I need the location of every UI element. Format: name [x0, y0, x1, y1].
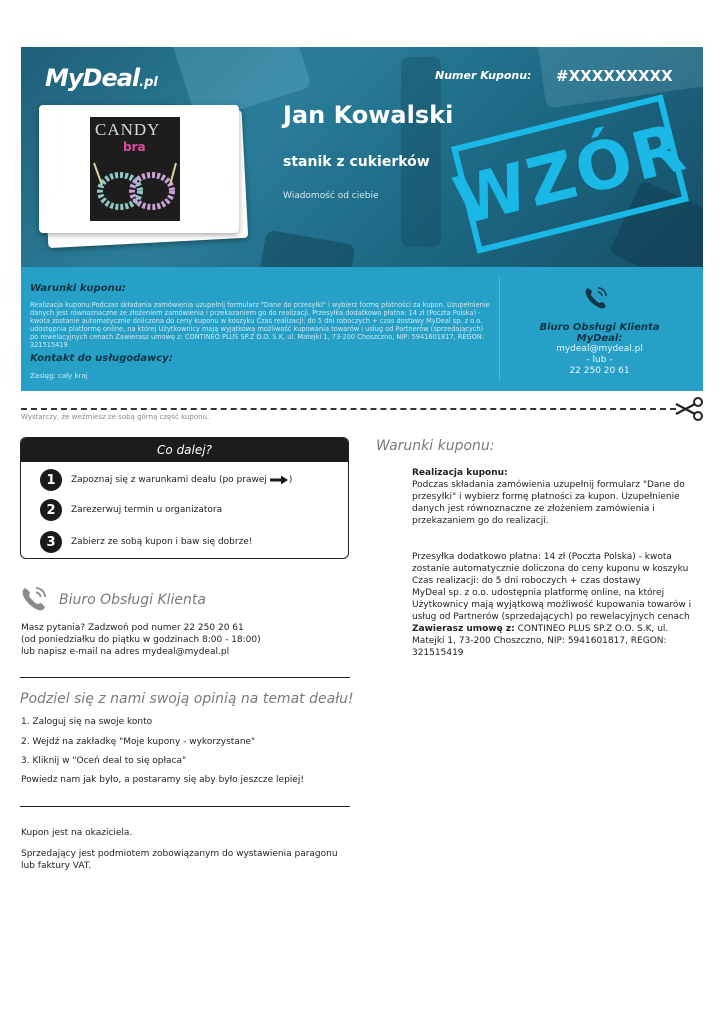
vat-note: Sprzedający jest podmiotem zobowiązanym do wystawienia paragonu lub faktury VAT. [21, 849, 338, 871]
step-text: Zabierz ze sobą kupon i baw się dobrze! [71, 537, 253, 547]
step-text: Zarezerwuj termin u organizatora [71, 505, 223, 515]
share-heading: Podziel się z nami swoją opinią na temat deału! [20, 691, 354, 707]
customer-service-line: Masz pytania? Zadzwoń pod numer 22 250 20 61 [21, 623, 244, 633]
platform-text: MyDeal sp. z o.o. udostępnia platformę online, na której Użytkownicy mają wyjątkową możliwość kupowania towarów i usług od Partnerów (sprzedających) po rewelacyjnych cenach [412, 588, 692, 622]
product-image-text: CANDY [95, 120, 161, 139]
customer-service-text [21, 622, 261, 658]
next-steps-box [20, 437, 349, 559]
share-step: 3. Kliknij w "Oceń deal to się opłaca" [21, 756, 187, 766]
terms-heading-right: Warunki kuponu: [376, 438, 495, 454]
customer-service-line: (od poniedziałku do piątku w godzinach 8:00 - 18:00) [21, 635, 261, 645]
terms-heading: Warunki kuponu: [30, 283, 126, 294]
share-step: 1. Zaloguj się na swoje konto [21, 717, 153, 727]
contract-text: CONTINEO PLUS SP.Z O.O. S.K, ul. Matejki 1, 73-200 Choszczno, NIP: 5941601817, REGON: 321515419 [412, 624, 669, 658]
gift-decoration [256, 230, 355, 267]
contract-line [412, 623, 702, 659]
step-label: Zapoznaj się z warunkami deału (po prawej [71, 475, 267, 485]
share-closing: Powiedz nam jak było, a postaramy się aby było jeszcze lepiej! [21, 775, 304, 785]
step-number: 2 [40, 499, 62, 521]
phone-icon [20, 585, 48, 613]
product-image-text: bra [123, 140, 146, 154]
realization-label: Realizacja kuponu: [412, 468, 508, 478]
service-area: Zasięg: cały kraj [30, 372, 88, 380]
office-or: - lub - [586, 355, 613, 365]
coupon-number-label: Numer Kuponu: [435, 69, 532, 82]
next-step [40, 469, 292, 491]
office-title: Biuro Obsługi Klienta MyDeal: [539, 322, 660, 344]
time-text: Czas realizacji: do 5 dni roboczych + czas dostawy [412, 576, 641, 586]
cut-line [21, 408, 676, 410]
office-email[interactable]: mydeal@mydeal.pl [556, 344, 643, 354]
terms-body-right [412, 467, 702, 659]
gift-decoration [401, 57, 441, 247]
next-step [40, 499, 222, 521]
arrow-right-icon [269, 475, 289, 485]
next-step [40, 531, 252, 553]
logo-main: MyDeal [45, 64, 140, 92]
office-phone[interactable]: 22 250 20 61 [569, 366, 630, 376]
next-steps-heading: Co dalej? [21, 438, 348, 462]
phone-icon [583, 285, 609, 311]
terms-band [21, 267, 703, 391]
contact-heading: Kontakt do usługodawcy: [30, 353, 173, 364]
bra-illustration [90, 117, 180, 221]
recipient-name: Jan Kowalski [283, 101, 454, 129]
band-divider [499, 277, 500, 381]
coupon-number: #XXXXXXXXX [556, 67, 673, 85]
bearer-note: Kupon jest na okaziciela. [21, 828, 133, 838]
section-divider [20, 677, 350, 678]
step-number: 3 [40, 531, 62, 553]
product-image [90, 117, 180, 221]
mydeal-logo [45, 64, 158, 92]
logo-tld: .pl [139, 75, 158, 90]
step-text [71, 475, 292, 485]
share-step: 2. Wejdź na zakładkę "Moje kupony - wykorzystane" [21, 737, 256, 747]
customer-service-line: lub napisz e-mail na adres mydeal@mydeal.pl [21, 647, 230, 657]
terms-body: Realizacja kuponu:Podczas składania zamówienia uzupełnij formularz "Dane do przesyłki" i wybierz formę płatności za kupon. Uzupełnienie danych jest równoznaczne ze złożeniem zamówienia i przekazaniem go do realizacji. Przesyłka dodatkowo płatna: 14 zł (Poczta Polska) - kwota zostanie automatycznie doliczona do ceny kuponu w koszyku Czas realizacji: do 5 dni roboczych + czas dostawy MyDeal sp. z o.o. udostępnia platformę online, na której Użytkownicy mają wyjątkową możliwość kupowania towarów i usług od Partnerów (sprzedających) po rewelacyjnych cenach Zawierasz umowę z: CONTINEO PLUS SP.Z O.O. S.K, ul. Matejki 1, 73-200 Choszczno, NIP: 5941601817, REGON: 321515419 [30, 301, 490, 350]
sample-stamp-text: WZÓR [446, 108, 694, 240]
step-suffix: ) [288, 475, 293, 485]
contract-label: Zawierasz umowę z: [412, 624, 515, 634]
cut-note: Wystarczy, że weźmiesz ze sobą górną część kuponu. [21, 413, 210, 421]
product-title: stanik z cukierków [283, 154, 430, 170]
step-number: 1 [40, 469, 62, 491]
customer-service-heading: Biuro Obsługi Klienta [59, 592, 206, 608]
gift-message: Wiadomość od ciebie [283, 191, 379, 201]
scissors-icon [674, 396, 704, 422]
office-contact [521, 344, 678, 377]
coupon-banner [21, 47, 703, 267]
section-divider [20, 806, 350, 807]
shipping-text: Przesyłka dodatkowo płatna: 14 zł (Poczta Polska) - kwota zostanie automatycznie doliczona do ceny kuponu w koszyku [412, 552, 689, 574]
realization-text: Podczas składania zamówienia uzupełnij formularz "Dane do przesyłki" i wybierz formę płatności za kupon. Uzupełnienie danych jest równoznaczne ze złożeniem zamówienia i przekazaniem go do realizacji. [412, 480, 685, 526]
